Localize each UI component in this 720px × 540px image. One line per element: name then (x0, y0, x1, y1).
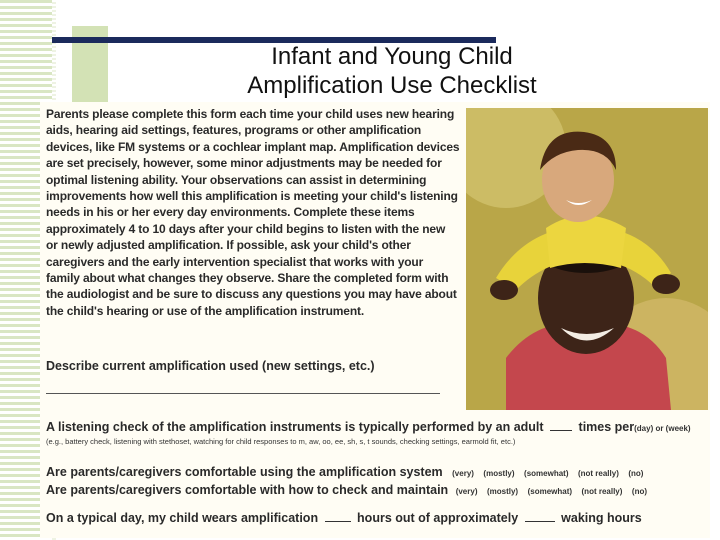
father-child-photo (466, 108, 708, 410)
wear-hours-blank[interactable] (325, 520, 351, 522)
listening-check-options[interactable]: (day) or (week) (634, 424, 691, 433)
comfort-using-text: Are parents/caregivers comfortable using the amplification system (46, 465, 443, 479)
comfort-check-option-mostly[interactable]: (mostly) (486, 487, 519, 496)
describe-amplification-label: Describe current amplification used (new settings, etc.) (46, 359, 375, 373)
comfort-using-option-very[interactable]: (very) (452, 469, 474, 478)
instructions-paragraph: Parents please complete this form each time your child uses new hearing aids, hearing aid settings, features, programs or other amplification devices, like FM systems or a cochlear implant map. Amplification devices are set precisely, however, some minor adjustments may be needed for optimal listening ability. Your observations can assist in determining improvements how well this amplification is meeting your child's listening needs in his or her every day environments. Complete these items approximately 4 to 10 days after your child begins to listen with the new or newly adjusted amplification. If possible, ask your child's other caregivers and the early intervention specialist that works with your family about what changes they observe. Share the completed form with the audiologist and be sure to discuss any questions you may have about the child's hearing or use of the amplification instrument. (46, 107, 460, 318)
listening-check-suffix: times per (578, 420, 635, 434)
comfort-using-option-somewhat[interactable]: (somewhat) (524, 469, 569, 478)
listening-check-count-blank[interactable] (550, 429, 572, 431)
wear-hours-text-2: hours out of approximately (357, 511, 519, 525)
comfort-using-option-not-really[interactable]: (not really) (577, 469, 619, 478)
wear-hours-text-3: waking hours (561, 511, 642, 525)
listening-check-text: A listening check of the amplification instruments is typically performed by an adult (46, 420, 544, 434)
comfort-check-line (46, 483, 647, 497)
comfort-check-option-somewhat[interactable]: (somewhat) (527, 487, 573, 496)
describe-answer-line[interactable] (46, 393, 440, 394)
wear-hours-line (46, 511, 642, 525)
comfort-using-option-mostly[interactable]: (mostly) (483, 469, 515, 478)
comfort-check-option-no[interactable]: (no) (631, 487, 648, 496)
comfort-check-option-not-really[interactable]: (not really) (581, 487, 623, 496)
comfort-check-option-very[interactable]: (very) (455, 487, 478, 496)
title-line-2: Amplification Use Checklist (247, 72, 537, 99)
comfort-using-option-no[interactable]: (no) (628, 469, 644, 478)
wear-hours-text-1: On a typical day, my child wears amplification (46, 511, 319, 525)
title-line-1: Infant and Young Child (271, 43, 513, 70)
waking-hours-blank[interactable] (525, 520, 555, 522)
listening-check-line (46, 420, 691, 434)
comfort-using-line (46, 465, 643, 479)
comfort-check-text: Are parents/caregivers comfortable with how to check and maintain (46, 483, 449, 497)
listening-check-note: (e.g., battery check, listening with stethoset, watching for child responses to m, aw, oo, ee, sh, s, t sounds, checking settings, earmold fit, etc.) (46, 437, 516, 446)
page-title (200, 42, 584, 100)
